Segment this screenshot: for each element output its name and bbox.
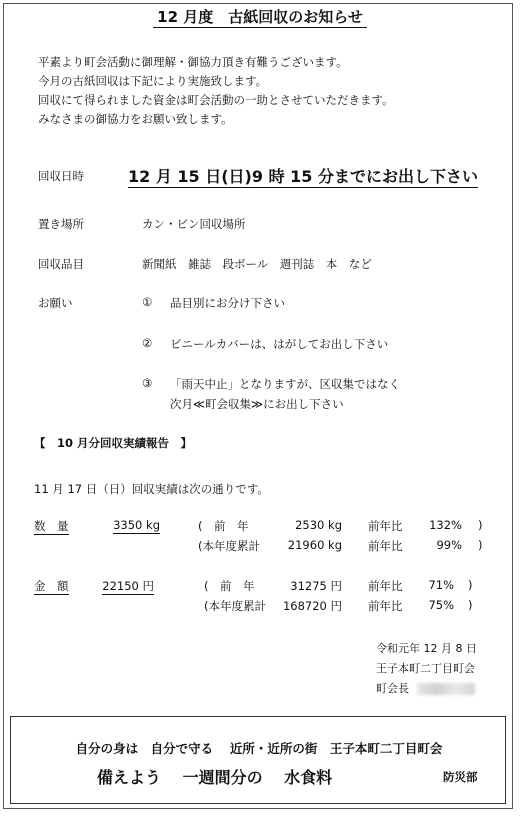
quantity-ytd-ratio: 99% bbox=[436, 538, 462, 552]
quantity-ytd-open: (本年度累計 bbox=[198, 539, 260, 553]
place-value: カン・ビン回収場所 bbox=[142, 217, 246, 231]
request-text-1: 品目別にお分け下さい bbox=[170, 296, 285, 310]
amount-ytd-ratio: 75% bbox=[428, 598, 454, 612]
place-label: 置き場所 bbox=[38, 217, 84, 231]
request-number-2: ② bbox=[142, 336, 153, 350]
signature-role: 町会長 bbox=[376, 680, 475, 696]
amount-prev-amount: 31275 円 bbox=[290, 579, 342, 593]
redacted-name bbox=[417, 683, 475, 695]
report-summary: 11 月 17 日（日）回収実績は次の通りです。 bbox=[34, 482, 269, 496]
requests-label: お願い bbox=[38, 296, 73, 310]
footer-line-2: 備えよう 一週間分の 水食料 bbox=[97, 768, 333, 787]
signature-org: 王子本町二丁目町会 bbox=[376, 662, 475, 675]
quantity-ytd-close: ) bbox=[478, 538, 483, 552]
amount-ytd-open: (本年度累計 bbox=[204, 599, 266, 613]
amount-ytd-amount: 168720 円 bbox=[282, 599, 342, 613]
amount-prev-ratio-label: 前年比 bbox=[368, 579, 403, 593]
amount-ytd-close: ) bbox=[468, 598, 473, 612]
request-number-1: ① bbox=[142, 295, 153, 309]
amount-value: 22150 円 bbox=[102, 579, 154, 593]
request-text-3a: 「雨天中止」となりますが、区収集ではなく bbox=[170, 377, 400, 391]
items-value: 新聞紙 雑誌 段ボール 週刊誌 本 など bbox=[142, 257, 372, 271]
footer-box bbox=[10, 716, 506, 804]
quantity-prev-amount: 2530 kg bbox=[295, 518, 342, 532]
footer-line-1: 自分の身は 自分で守る 近所・近所の街 王子本町二丁目町会 bbox=[75, 741, 443, 756]
intro-line-3: 回収にて得られました資金は町会活動の一助とさせていただきます。 bbox=[38, 93, 394, 107]
quantity-label: 数 量 bbox=[34, 519, 69, 533]
intro-line-1: 平素より町会活動に御理解・御協力頂き有難うございます。 bbox=[38, 55, 348, 69]
quantity-prev-ratio: 132% bbox=[429, 518, 462, 532]
schedule-value: 12 月 15 日(日)9 時 15 分までにお出し下さい bbox=[128, 167, 478, 186]
amount-label: 金 額 bbox=[34, 579, 69, 593]
quantity-ytd-ratio-label: 前年比 bbox=[368, 539, 403, 553]
quantity-ytd-amount: 21960 kg bbox=[287, 538, 342, 552]
intro-line-2: 今月の古紙回収は下記により実施致します。 bbox=[38, 74, 268, 88]
request-number-3: ③ bbox=[142, 376, 153, 390]
intro-line-4: みなさまの御協力をお願い致します。 bbox=[38, 112, 233, 126]
amount-ytd-ratio-label: 前年比 bbox=[368, 599, 403, 613]
quantity-value: 3350 kg bbox=[113, 518, 160, 532]
quantity-prev-open: ( 前 年 bbox=[198, 519, 249, 533]
report-heading: 【 10 月分回収実績報告 】 bbox=[34, 436, 193, 450]
page-title: 12 月度 古紙回収のお知らせ bbox=[0, 6, 520, 27]
footer-dept: 防災部 bbox=[443, 770, 478, 784]
quantity-prev-close: ) bbox=[478, 518, 483, 532]
request-text-2: ビニールカバーは、はがしてお出し下さい bbox=[170, 337, 389, 351]
quantity-prev-ratio-label: 前年比 bbox=[368, 519, 403, 533]
schedule-label: 回収日時 bbox=[38, 169, 84, 183]
signature-date: 令和元年 12 月 8 日 bbox=[376, 642, 477, 655]
items-label: 回収品目 bbox=[38, 257, 84, 271]
amount-prev-open: ( 前 年 bbox=[204, 579, 255, 593]
amount-prev-ratio: 71% bbox=[428, 578, 454, 592]
amount-prev-close: ) bbox=[468, 578, 473, 592]
request-text-3b: 次月≪町会収集≫にお出し下さい bbox=[170, 397, 344, 411]
